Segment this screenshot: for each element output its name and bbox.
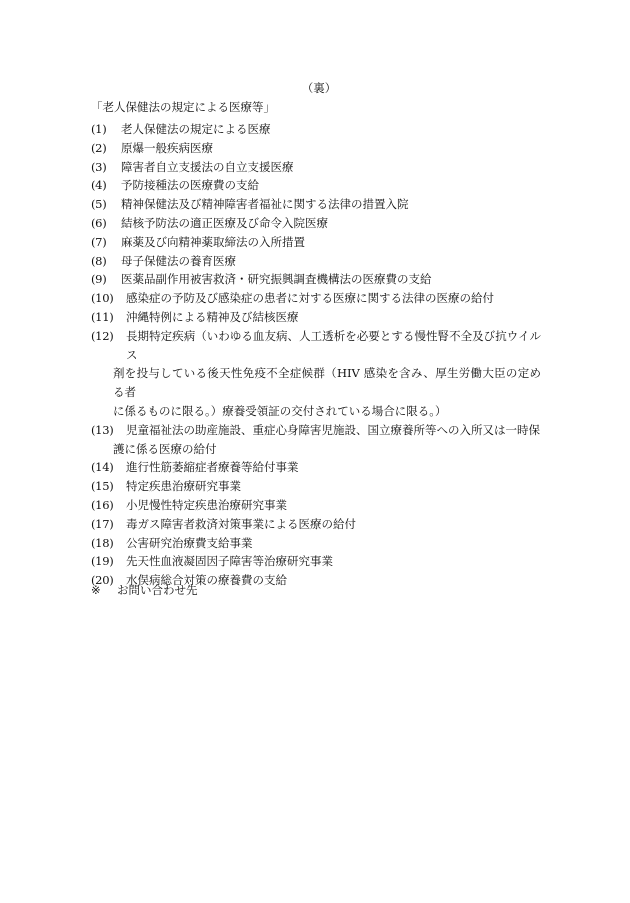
list-item [91,496,541,515]
item-text [113,421,541,459]
list-item [91,458,541,477]
item-text-line: 長期特定疾病（いわゆる血友病、人工透析を必要とする慢性腎不全及び抗ウイルス [126,328,541,362]
reference-mark: ※ [91,583,101,597]
list-item [91,421,541,459]
contact-label: お問い合わせ先 [117,583,198,597]
list-item [91,195,541,214]
item-number: (5) [91,197,107,212]
list-item [91,233,541,252]
item-text-line: 母子保健法の養育医療 [121,253,236,268]
item-number: (12) [91,328,114,343]
contact-note [91,583,198,597]
item-text-line: 老人保健法の規定による医療 [121,122,271,136]
list-item [91,552,541,571]
item-text [121,120,541,139]
item-number: (4) [91,178,107,193]
item-text-line: 特定疾患治療研究事業 [126,479,241,494]
item-text [121,252,541,271]
item-number: (13) [91,422,114,437]
item-text-line: 児童福祉法の助産施設、重症心身障害児施設、国立療養所等への入所又は一時保 [126,422,540,437]
item-text-line: 原爆一般疾病医療 [121,140,213,155]
list-item [91,534,541,553]
list-item [91,270,541,289]
item-text [126,534,541,553]
item-number: (3) [91,159,107,174]
item-text-line: 結核予防法の適正医療及び命令入院医療 [121,215,328,230]
item-number: (8) [91,253,107,268]
list-item [91,477,541,496]
list-item [91,214,541,233]
item-text [121,195,541,214]
item-number: (2) [91,140,107,155]
item-text [126,552,541,571]
item-text-line: 公害研究治療費支給事業 [126,535,253,550]
item-number: (11) [91,309,114,324]
item-text [126,477,541,496]
item-text [121,139,541,158]
item-number: (20) [91,573,114,588]
item-number: (9) [91,272,107,287]
item-text [126,458,541,477]
section-heading: 「老人保健法の規定による医療等」 [91,100,275,114]
item-text-line: 障害者自立支援法の自立支援医療 [121,159,294,174]
item-number: (10) [91,291,114,306]
list-item [91,120,541,139]
list-item [91,289,541,308]
item-number: (18) [91,535,114,550]
item-number: (6) [91,215,107,230]
item-text [121,176,541,195]
item-number: (7) [91,234,107,249]
list-item [91,308,541,327]
list-item [91,139,541,158]
item-text-line: に係るものに限る。）療養受領証の交付されている場合に限る。） [113,403,447,418]
item-text [121,233,541,252]
list-item [91,327,541,421]
item-text [126,289,541,308]
item-list [91,120,541,590]
list-item [91,515,541,534]
item-text-line: 精神保健法及び精神障害者福祉に関する法律の措置入院 [121,197,409,212]
item-number: (17) [91,516,114,531]
page-side-mark: （裏） [301,81,337,95]
item-text-line: 毒ガス障害者救済対策事業による医療の給付 [126,516,356,531]
item-number: (19) [91,554,114,569]
item-text [126,515,541,534]
item-text-line: 予防接種法の医療費の支給 [121,178,259,193]
item-text-line: 小児慢性特定疾患治療研究事業 [126,497,287,512]
item-text [121,214,541,233]
list-item [91,252,541,271]
item-text [121,270,541,289]
item-text-line: 麻薬及び向精神薬取締法の入所措置 [121,234,305,249]
item-number: (15) [91,479,114,494]
item-number: (16) [91,497,114,512]
item-text-line: 先天性血液凝固因子障害等治療研究事業 [126,554,333,569]
item-text-line: 水俣病総合対策の療養費の支給 [126,573,287,588]
item-number: (14) [91,460,114,475]
item-text-line: 医薬品副作用被害救済・研究振興調査機構法の医療費の支給 [121,272,432,287]
item-text-line: 感染症の予防及び感染症の患者に対する医療に関する法律の医療の給付 [126,291,494,306]
item-text [121,158,541,177]
item-text-line: 護に係る医療の給付 [113,441,217,456]
list-item [91,158,541,177]
item-text [126,308,541,327]
list-item [91,176,541,195]
item-text-line: 沖縄特例による精神及び結核医療 [126,309,299,324]
item-number: (1) [91,122,107,136]
item-text [126,496,541,515]
item-text-line: 剤を投与している後天性免疫不全症候群（HIV 感染を含み、厚生労働大臣の定める者 [113,366,541,400]
item-text-line: 進行性筋萎縮症者療養等給付事業 [126,460,299,475]
item-text [113,327,541,421]
